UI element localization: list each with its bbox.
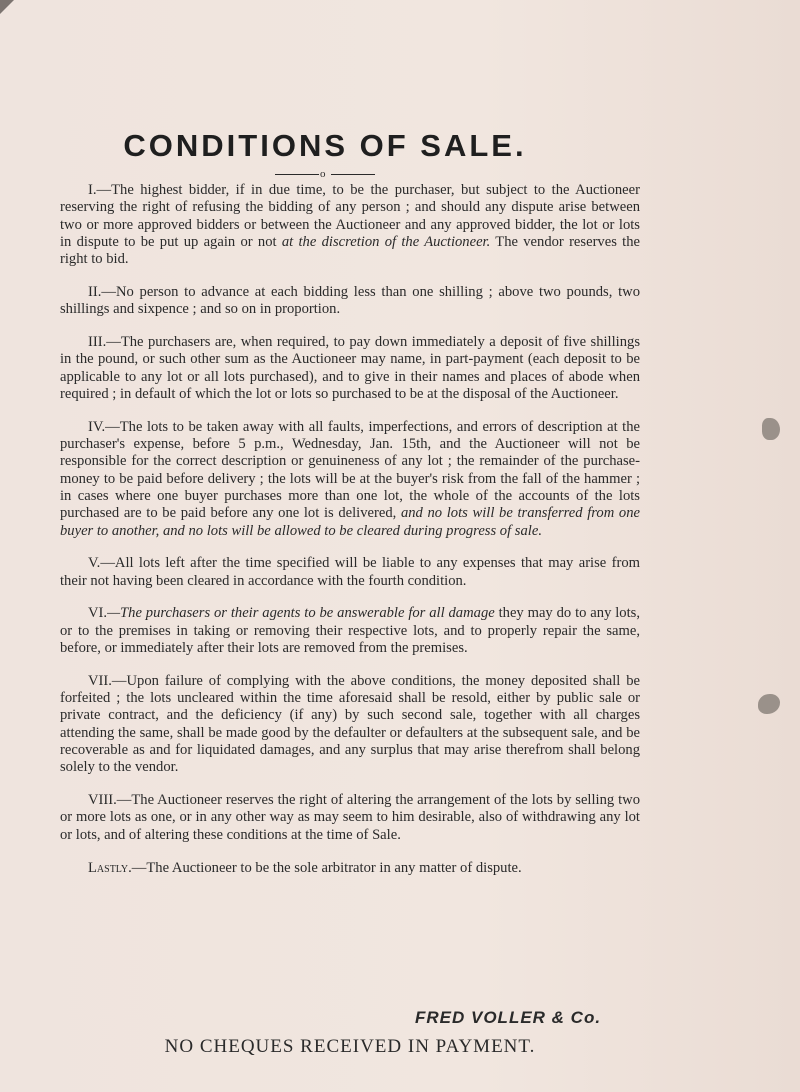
paper-stain (762, 418, 780, 440)
condition-6: VI.—The purchasers or their agents to be answerable for all damage they may do to any lots, or to the premises in taking or removing their respective lots, and to properly repair the same, before, or immediately after their lots are removed from the premises. (60, 605, 640, 657)
auctioneer-signature: FRED VOLLER & Co. (415, 1008, 602, 1027)
condition-3: III.—The purchasers are, when required, to pay down immediately a deposit of five shillings in the pound, or such other sum as the Auctioneer may name, in part-payment (each deposit to be applicable to any lot or all lots purchased), and to give in their names and places of abode when required ; in default of which the lot or lots so purchased to be at the disposal of the Auctioneer. (60, 334, 640, 402)
paper-stain (758, 694, 780, 714)
payment-notice: NO CHEQUES RECEIVED IN PAYMENT. (164, 1036, 536, 1057)
condition-5: V.—All lots left after the time specified will be liable to any expenses that may arise from their not having been cleared in accordance with the fourth condition. (60, 555, 640, 589)
condition-2: II.—No person to advance at each bidding less than one shilling ; above two pounds, two shillings and sixpence ; and so on in proportion. (60, 283, 640, 318)
folded-corner (0, 0, 14, 14)
condition-lastly: Lastly.—The Auctioneer to be the sole arbitrator in any matter of dispute. (88, 859, 522, 876)
condition-1: I.—The highest bidder, if in due time, to be the purchaser, but subject to the Auctioneer reserving the right of refusing the bidding of any person ; and should any dispute arise between two or more approved bidders or between the Auctioneer and any approved bidder, the lot or lots in dispute to be put up again or not at the discretion of the Auctioneer. The vendor reserves the right to bid. (60, 182, 640, 268)
conditions-body (60, 182, 640, 892)
condition-4: IV.—The lots to be taken away with all faults, imperfections, and errors of description at the purchaser's expense, before 5 p.m., Wednesday, Jan. 15th, and the Auctioneer will not be responsible for the correct description or genuineness of any lot ; the remainder of the purchase-money to be paid before delivery ; the lots will be at the buyer's risk from the fall of the hammer ; in cases where one buyer purchases more than one lot, the whole of the accounts of the lots purchased are to be paid before any one lot is delivered, and no lots will be transferred from one buyer to another, and no lots will be allowed to be cleared during progress of sale. (60, 418, 640, 539)
condition-7: VII.—Upon failure of complying with the above conditions, the money deposited shall be forfeited ; the lots uncleared within the time aforesaid shall be resold, either by public sale or private contract, and the deficiency (if any) by such second sale, together with all charges attending the same, shall be made good by the defaulter or defaulters at the subsequent sale, and be recoverable as and for liquidated damages, and any surplus that may arise therefrom shall belong solely to the vendor. (60, 672, 640, 776)
condition-8: VIII.—The Auctioneer reserves the right of altering the arrangement of the lots by selling two or more lots as one, or in any other way as may seem to him desirable, also of withdrawing any lot or lots, and of altering these conditions at the time of Sale. (60, 792, 640, 843)
page-title: CONDITIONS OF SALE. (123, 128, 527, 163)
title-rule-ornament: o (275, 169, 375, 179)
